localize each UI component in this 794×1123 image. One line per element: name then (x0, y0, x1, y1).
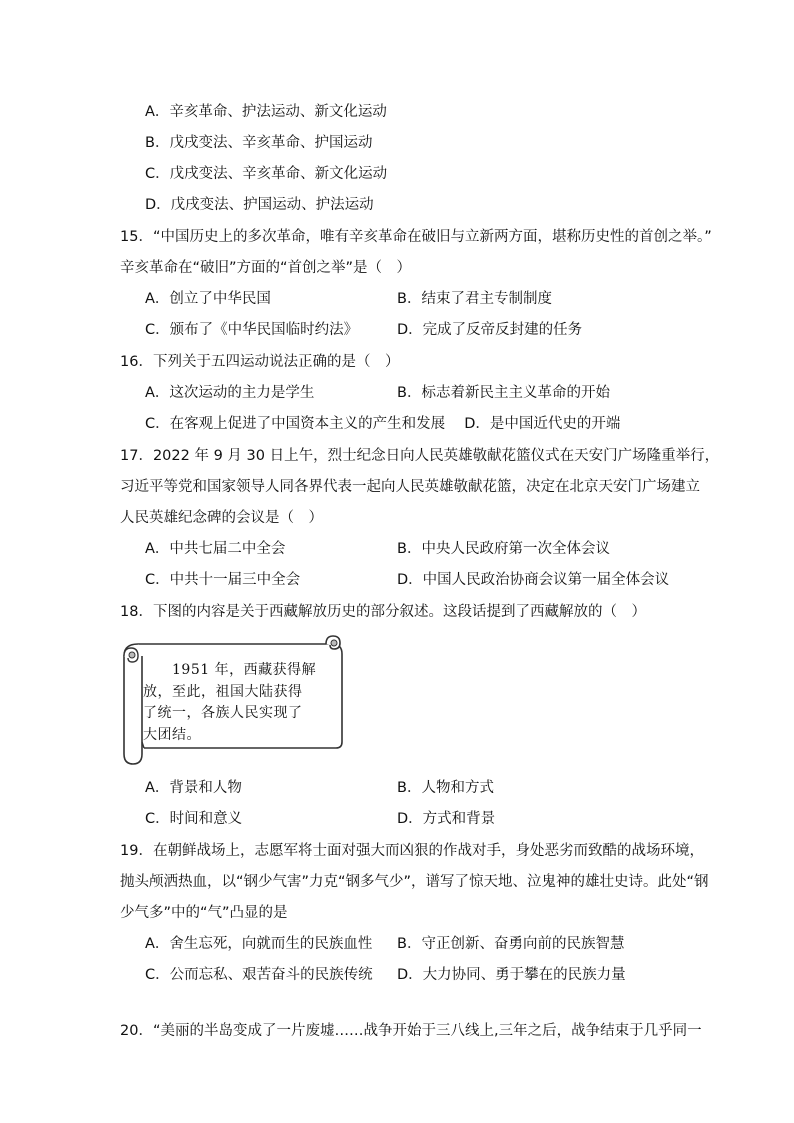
q15-option-a: A．创立了中华民国 (145, 291, 271, 307)
q19-option-a: A．舍生忘死，向就而生的民族血性 (145, 936, 373, 952)
q14-option-b: B．戊戌变法、辛亥革命、护国运动 (145, 135, 373, 151)
q19-option-d: D．大力协同、勇于攀在的民族力量 (397, 967, 626, 983)
q18-option-b: B．人物和方式 (397, 780, 494, 796)
q15-option-b: B．结束了君主专制制度 (397, 291, 552, 307)
q17-option-d: D．中国人民政治协商会议第一届全体会议 (397, 572, 670, 588)
q15-option-d: D．完成了反帝反封建的任务 (397, 322, 583, 338)
q18-option-d: D．方式和背景 (397, 811, 496, 827)
scroll-line: 放，至此，祖国大陆获得 (143, 683, 303, 700)
q17-option-c: C．中共十一届三中全会 (145, 572, 301, 588)
q16-option-cd: C．在客观上促进了中国资本主义的产生和发展 D．是中国近代史的开端 (145, 416, 621, 432)
q14-option-c: C．戊戌变法、辛亥革命、新文化运动 (145, 166, 388, 182)
q17-stem-line3: 人民英雄纪念碑的会议是（ ） (120, 510, 323, 526)
q16-option-b: B．标志着新民主主义革命的开始 (397, 385, 610, 401)
q18-option-a: A．背景和人物 (145, 780, 242, 796)
q19-stem-line2: 抛头颅洒热血，以“钢少气害”力克“钢多气少”，谱写了惊天地、泣鬼神的雄壮史诗。此处“钢 (120, 874, 709, 890)
scroll-line: 大团结。 (143, 726, 201, 743)
q17-stem-line2: 习近平等党和国家领导人同各界代表一起向人民英雄敬献花篮，决定在北京天安门广场建立 (120, 479, 700, 495)
q17-option-a: A．中共七届二中全会 (145, 541, 286, 557)
q15-stem-line1: 15．“中国历史上的多次革命，唯有辛亥革命在破旧与立新两方面，堪称历史性的首创之举。” (120, 229, 712, 245)
q14-option-d: D．戊戌变法、护国运动、护法运动 (145, 197, 374, 213)
scroll-line: 了统一，各族人民实现了 (143, 705, 303, 721)
q17-option-b: B．中央人民政府第一次全体会议 (397, 541, 610, 557)
q19-stem-line3: 少气多”中的“气”凸显的是 (120, 905, 288, 921)
q15-option-c: C．颁布了《中华民国临时约法》 (145, 322, 359, 338)
q16-stem: 16．下列关于五四运动说法正确的是（ ） (120, 354, 400, 370)
scroll-line: 1951 年，西藏获得解 (143, 662, 317, 678)
q16-option-a: A．这次运动的主力是学生 (145, 385, 315, 401)
q15-stem-line2: 辛亥革命在“破旧”方面的“首创之举”是（ ） (120, 260, 412, 276)
q19-option-c: C．公而忘私、艰苦奋斗的民族传统 (145, 967, 373, 983)
q19-stem-line1: 19．在朝鲜战场上，志愿军将士面对强大而凶狠的作战对手，身处恶劣而致酷的战场环境， (120, 843, 704, 859)
q18-option-c: C．时间和意义 (145, 811, 243, 827)
q20-stem-line1: 20．“美丽的半岛变成了一片废墟……战争开始于三八线上,三年之后，战争结束于几乎同一 (120, 1023, 702, 1039)
q19-option-b: B．守正创新、奋勇向前的民族智慧 (397, 936, 625, 952)
q18-stem: 18．下图的内容是关于西藏解放历史的部分叙述。这段话提到了西藏解放的（ ） (120, 604, 646, 620)
q14-option-a: A．辛亥革命、护法运动、新文化运动 (145, 104, 387, 120)
scroll-text (143, 660, 333, 746)
q17-stem-line1: 17．2022 年 9 月 30 日上午，烈士纪念日向人民英雄敬献花篮仪式在天安门广场隆重举行， (120, 448, 720, 464)
